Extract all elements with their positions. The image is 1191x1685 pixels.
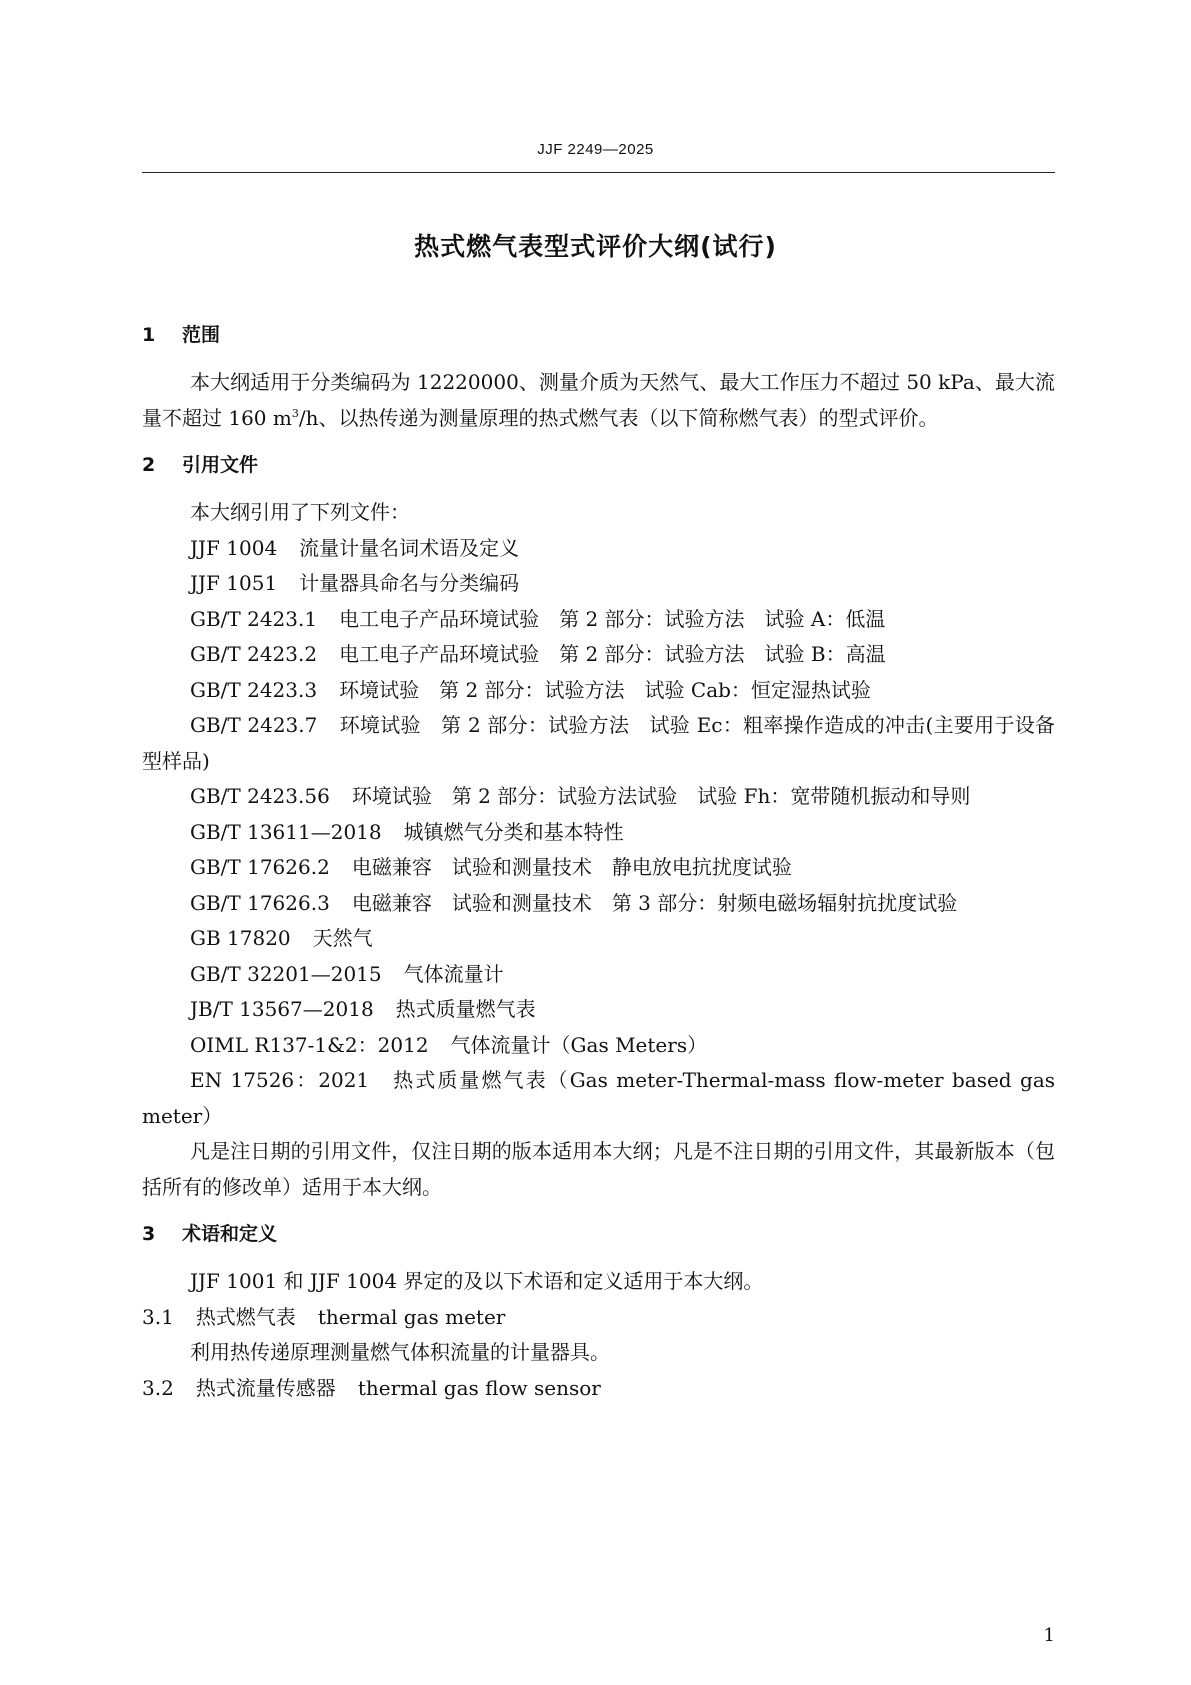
reference-item: GB/T 17626.2 电磁兼容 试验和测量技术 静电放电抗扰度试验 (190, 855, 792, 879)
document-body (142, 318, 1055, 1406)
page-number: 1 (1043, 1625, 1055, 1646)
terms-intro: JJF 1001 和 JJF 1004 界定的及以下术语和定义适用于本大纲。 (190, 1269, 764, 1293)
reference-item: GB/T 32201—2015 气体流量计 (190, 961, 504, 986)
header-rule (142, 172, 1055, 173)
reference-item: GB/T 2423.2 电工电子产品环境试验 第 2 部分：试验方法 试验 B：高温 (190, 642, 886, 666)
section-heading-scope: 1 范围 (142, 324, 221, 346)
reference-item: EN 17526：2021 热式质量燃气表（Gas meter-Thermal-mass flow-meter based gas meter） (142, 1068, 1056, 1128)
references-note: 凡是注日期的引用文件，仅注日期的版本适用本大纲；凡是不注日期的引用文件，其最新版本（包括所有的修改单）适用于本大纲。 (142, 1139, 1055, 1199)
scope-paragraph: 本大纲适用于分类编码为 12220000、测量介质为天然气、最大工作压力不超过 50 kPa、最大流量不超过 160 $m^3/h$、以热传递为测量原理的热式燃气表（以下简称燃气表）的型式评价。 (142, 370, 1055, 430)
term-heading: 3.2 热式流量传感器 thermal gas flow sensor (142, 1375, 601, 1400)
reference-item: GB/T 2423.7 环境试验 第 2 部分：试验方法 试验 Ec：粗率操作造成的冲击(主要用于设备型样品) (142, 713, 1055, 773)
reference-item: JJF 1004 流量计量名词术语及定义 (190, 535, 520, 560)
term-definition: 利用热传递原理测量燃气体积流量的计量器具。 (190, 1340, 610, 1364)
reference-item: JJF 1051 计量器具命名与分类编码 (190, 571, 520, 595)
reference-item: GB/T 2423.3 环境试验 第 2 部分：试验方法 试验 Cab：恒定湿热试验 (190, 677, 871, 702)
term-heading: 3.1 热式燃气表 thermal gas meter (142, 1304, 506, 1329)
reference-item: GB/T 17626.3 电磁兼容 试验和测量技术 第 3 部分：射频电磁场辐射抗扰度试验 (190, 890, 958, 915)
reference-item: GB/T 2423.1 电工电子产品环境试验 第 2 部分：试验方法 试验 A：低温 (190, 606, 886, 631)
references-intro: 本大纲引用了下列文件： (190, 500, 410, 524)
section-heading-terms: 3 术语和定义 (142, 1223, 278, 1245)
section-heading-references: 2 引用文件 (142, 454, 259, 476)
reference-item: GB/T 2423.56 环境试验 第 2 部分：试验方法试验 试验 Fh：宽带随机振动和导则 (190, 784, 971, 808)
reference-item: OIML R137-1&2：2012 气体流量计（Gas Meters） (190, 1032, 708, 1057)
document-title: 热式燃气表型式评价大纲(试行) (414, 232, 777, 261)
running-header: JJF 2249—2025 (537, 141, 654, 158)
reference-item: JB/T 13567—2018 热式质量燃气表 (190, 997, 536, 1021)
reference-item: GB/T 13611—2018 城镇燃气分类和基本特性 (190, 819, 624, 844)
reference-item: GB 17820 天然气 (190, 926, 373, 950)
